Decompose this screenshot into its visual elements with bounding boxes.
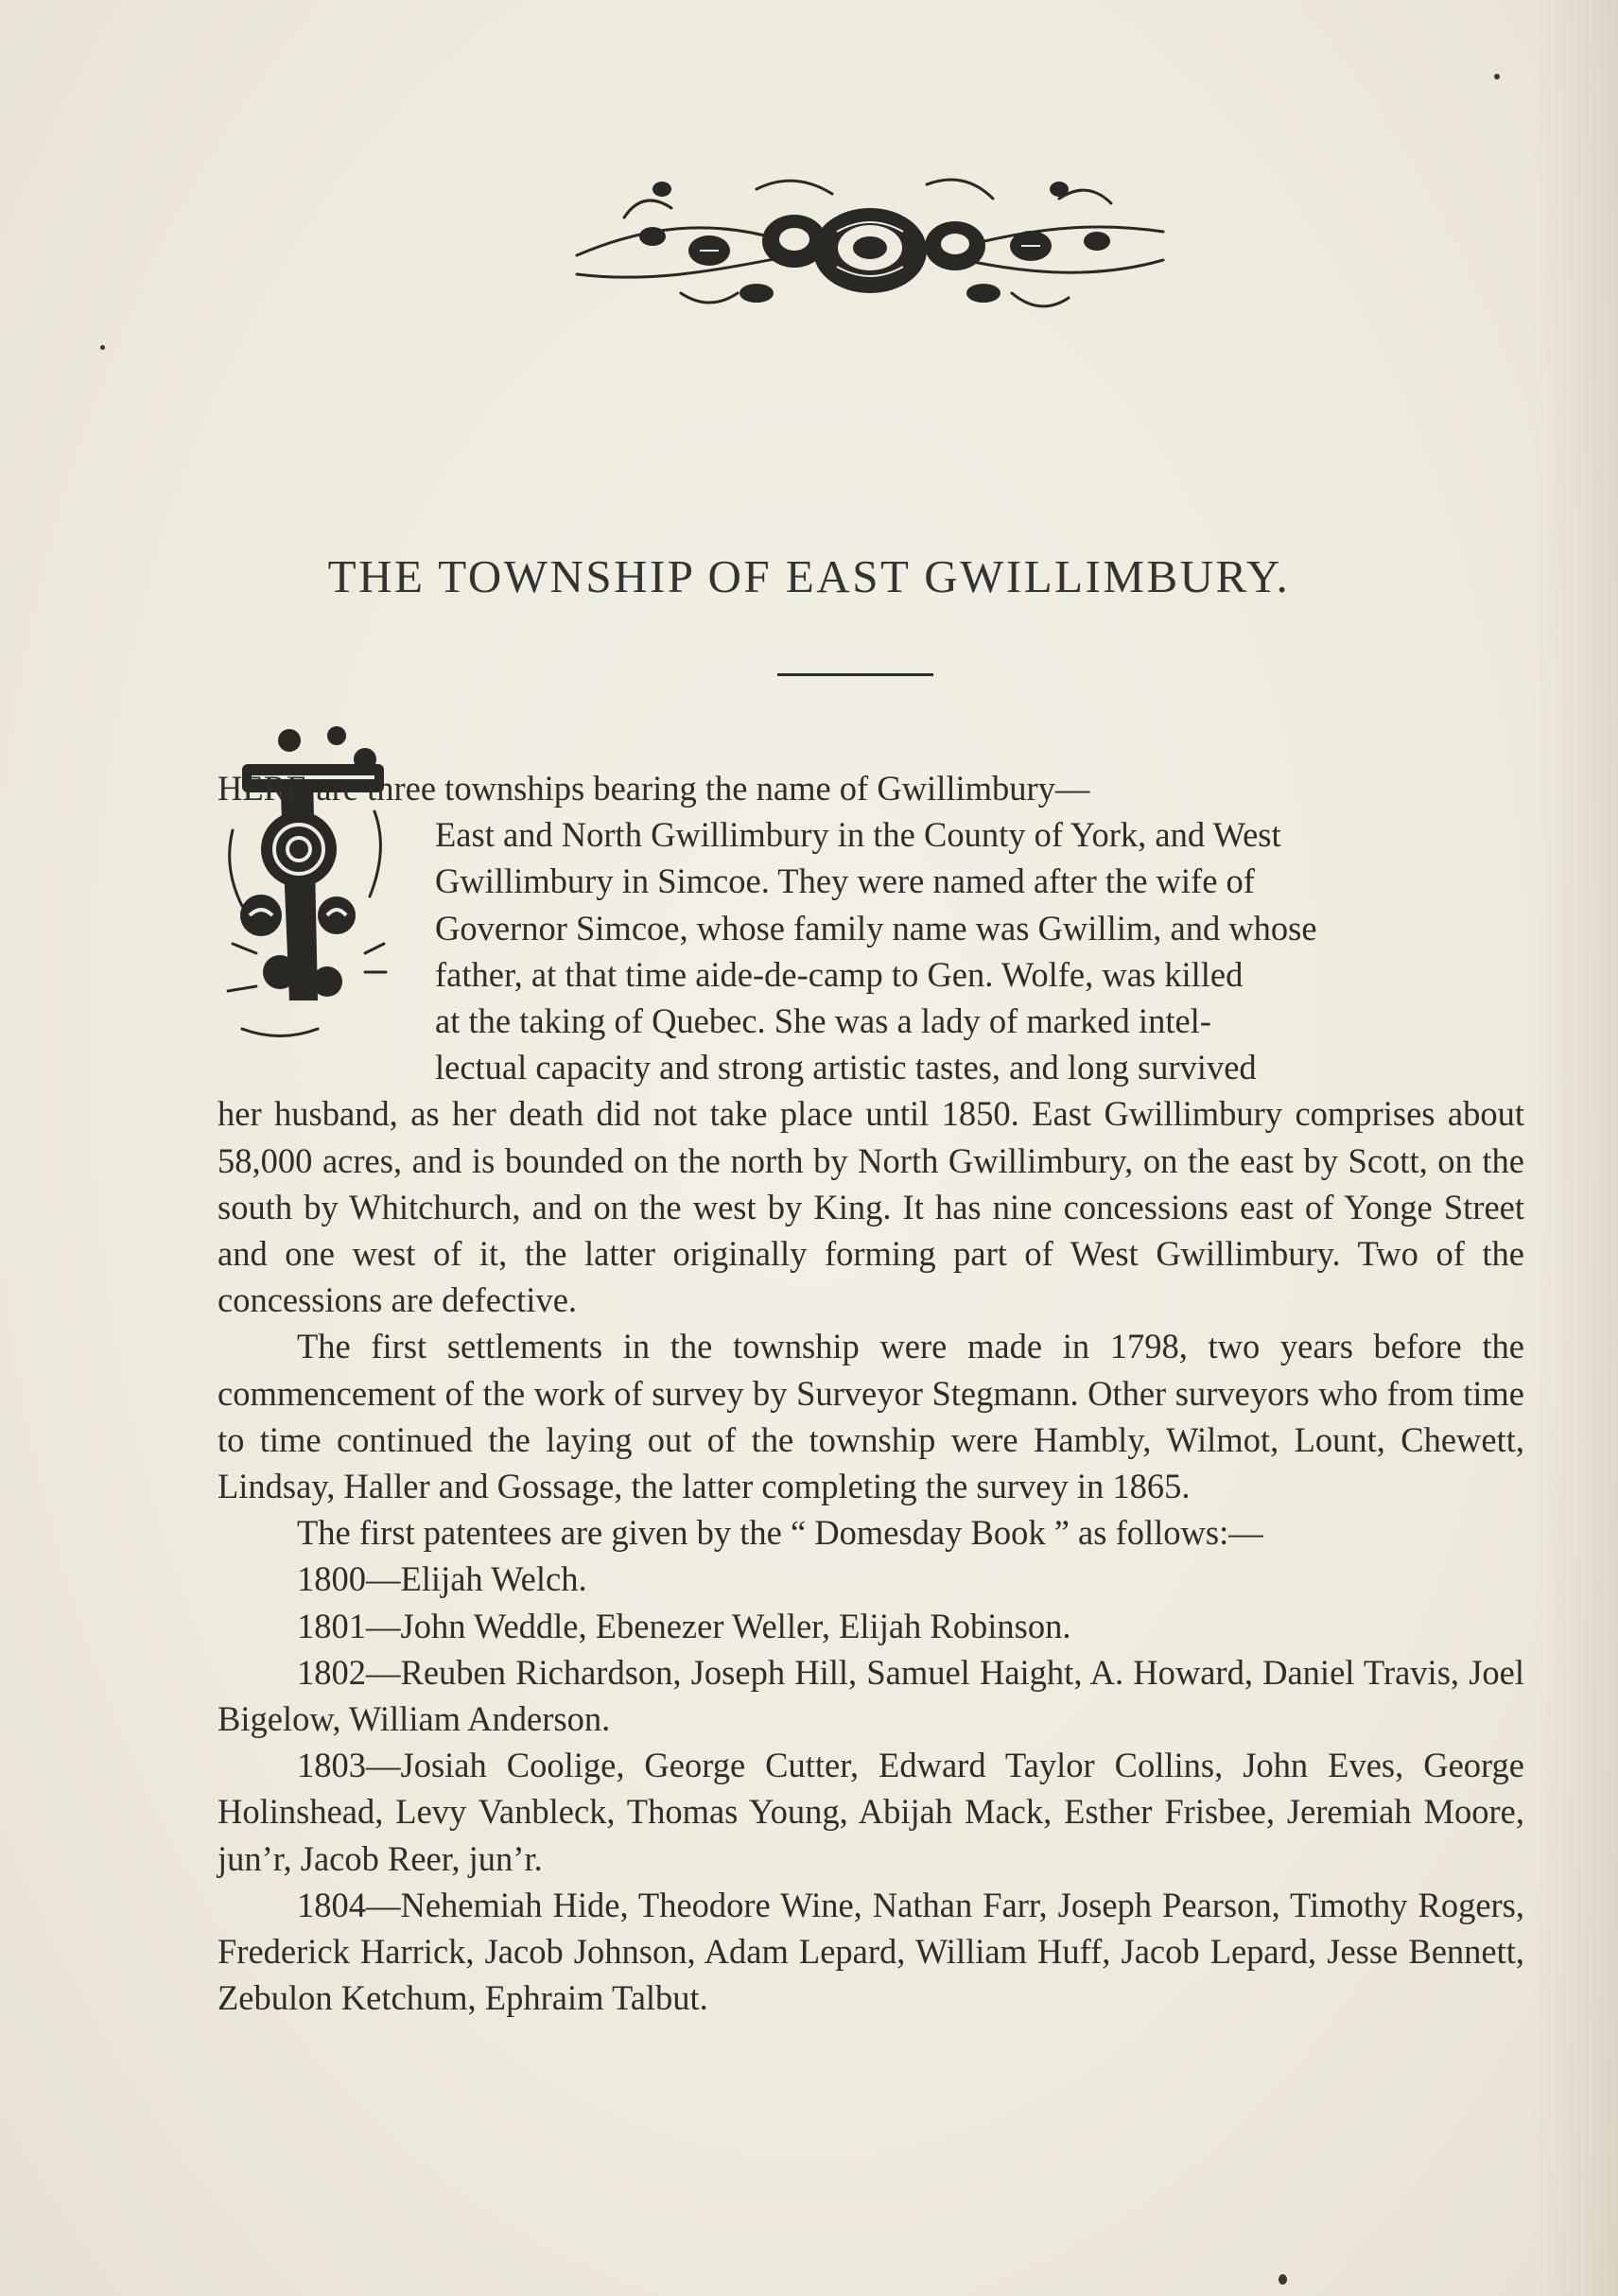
intro-line: at the taking of Quebec. She was a lady of marked intel- — [435, 1001, 1211, 1041]
floral-headpiece-icon — [567, 161, 1173, 322]
intro-line: East and North Gwillimbury in the County of York, and West — [435, 815, 1281, 855]
patentee-entry-1801: 1801—John Weddle, Ebenezer Weller, Elijah Robinson. — [297, 1606, 1071, 1645]
dropcap-indented-lines — [435, 811, 1524, 1090]
ink-speck — [1494, 74, 1500, 79]
intro-first-line: HERE are three townships bearing the name of Gwillimbury— — [217, 769, 1090, 808]
patentee-entry-1800: 1800—Elijah Welch. — [297, 1559, 587, 1599]
patentee-entry-1803: 1803—Josiah Coolige, George Cutter, Edward Taylor Collins, John Eves, George Holinshead, Levy Vanbleck, Thomas Young, Abijah Mack, Esther Frisbee, Jeremiah Moore, jun’r, Jacob Reer, jun’r. — [217, 1746, 1524, 1878]
paragraph-patentees-intro: The first patentees are given by the “ Domesday Book ” as follows:— — [297, 1513, 1263, 1553]
intro-paragraph-continuation: her husband, as her death did not take place until 1850. East Gwillimbury comprises about 58,000 acres, and is bounded on the north by North Gwillimbury, on the east by Scott, on the south by Whitchurch, and on the west by King. It has nine concessions east of Yonge Street and one west of it, the latter originally forming part of West Gwillimbury. Two of the concessions are defective. — [217, 1094, 1524, 1320]
patentee-entry-1804: 1804—Nehemiah Hide, Theodore Wine, Nathan Farr, Joseph Pearson, Timothy Rogers, Frederick Harrick, Jacob Johnson, Adam Lepard, William Huff, Jacob Lepard, Jesse Bennett, Zebulon Ketchum, Ephraim Talbut. — [217, 1885, 1524, 2018]
intro-line: father, at that time aide-de-camp to Gen. Wolfe, was killed — [435, 954, 1244, 994]
intro-line: Governor Simcoe, whose family name was Gwillim, and whose — [435, 908, 1317, 948]
intro-line: Gwillimbury in Simcoe. They were named after the wife of — [435, 861, 1255, 901]
ink-speck — [1279, 2274, 1287, 2285]
page-title: THE TOWNSHIP OF EAST GWILLIMBURY. — [327, 549, 1291, 602]
intro-line: lectual capacity and strong artistic tastes, and long survived — [435, 1048, 1257, 1087]
ink-speck — [100, 345, 105, 350]
paragraph-settlements: The first settlements in the township were made in 1798, two years before the commencement of the work of survey by Surveyor Stegmann. Other surveyors who from time to time continued the laying out of the township were Hambly, Wilmot, Lount, Chewett, Lindsay, Haller and Gossage, the latter completing the survey in 1865. — [217, 1327, 1524, 1506]
patentee-entry-1802: 1802—Reuben Richardson, Joseph Hill, Samuel Haight, A. Howard, Daniel Travis, Joel Bigelow, William Anderson. — [217, 1652, 1524, 1739]
body-text — [217, 765, 1524, 2021]
title-rule-divider — [777, 673, 933, 676]
page-gutter-shadow — [1533, 0, 1618, 2296]
